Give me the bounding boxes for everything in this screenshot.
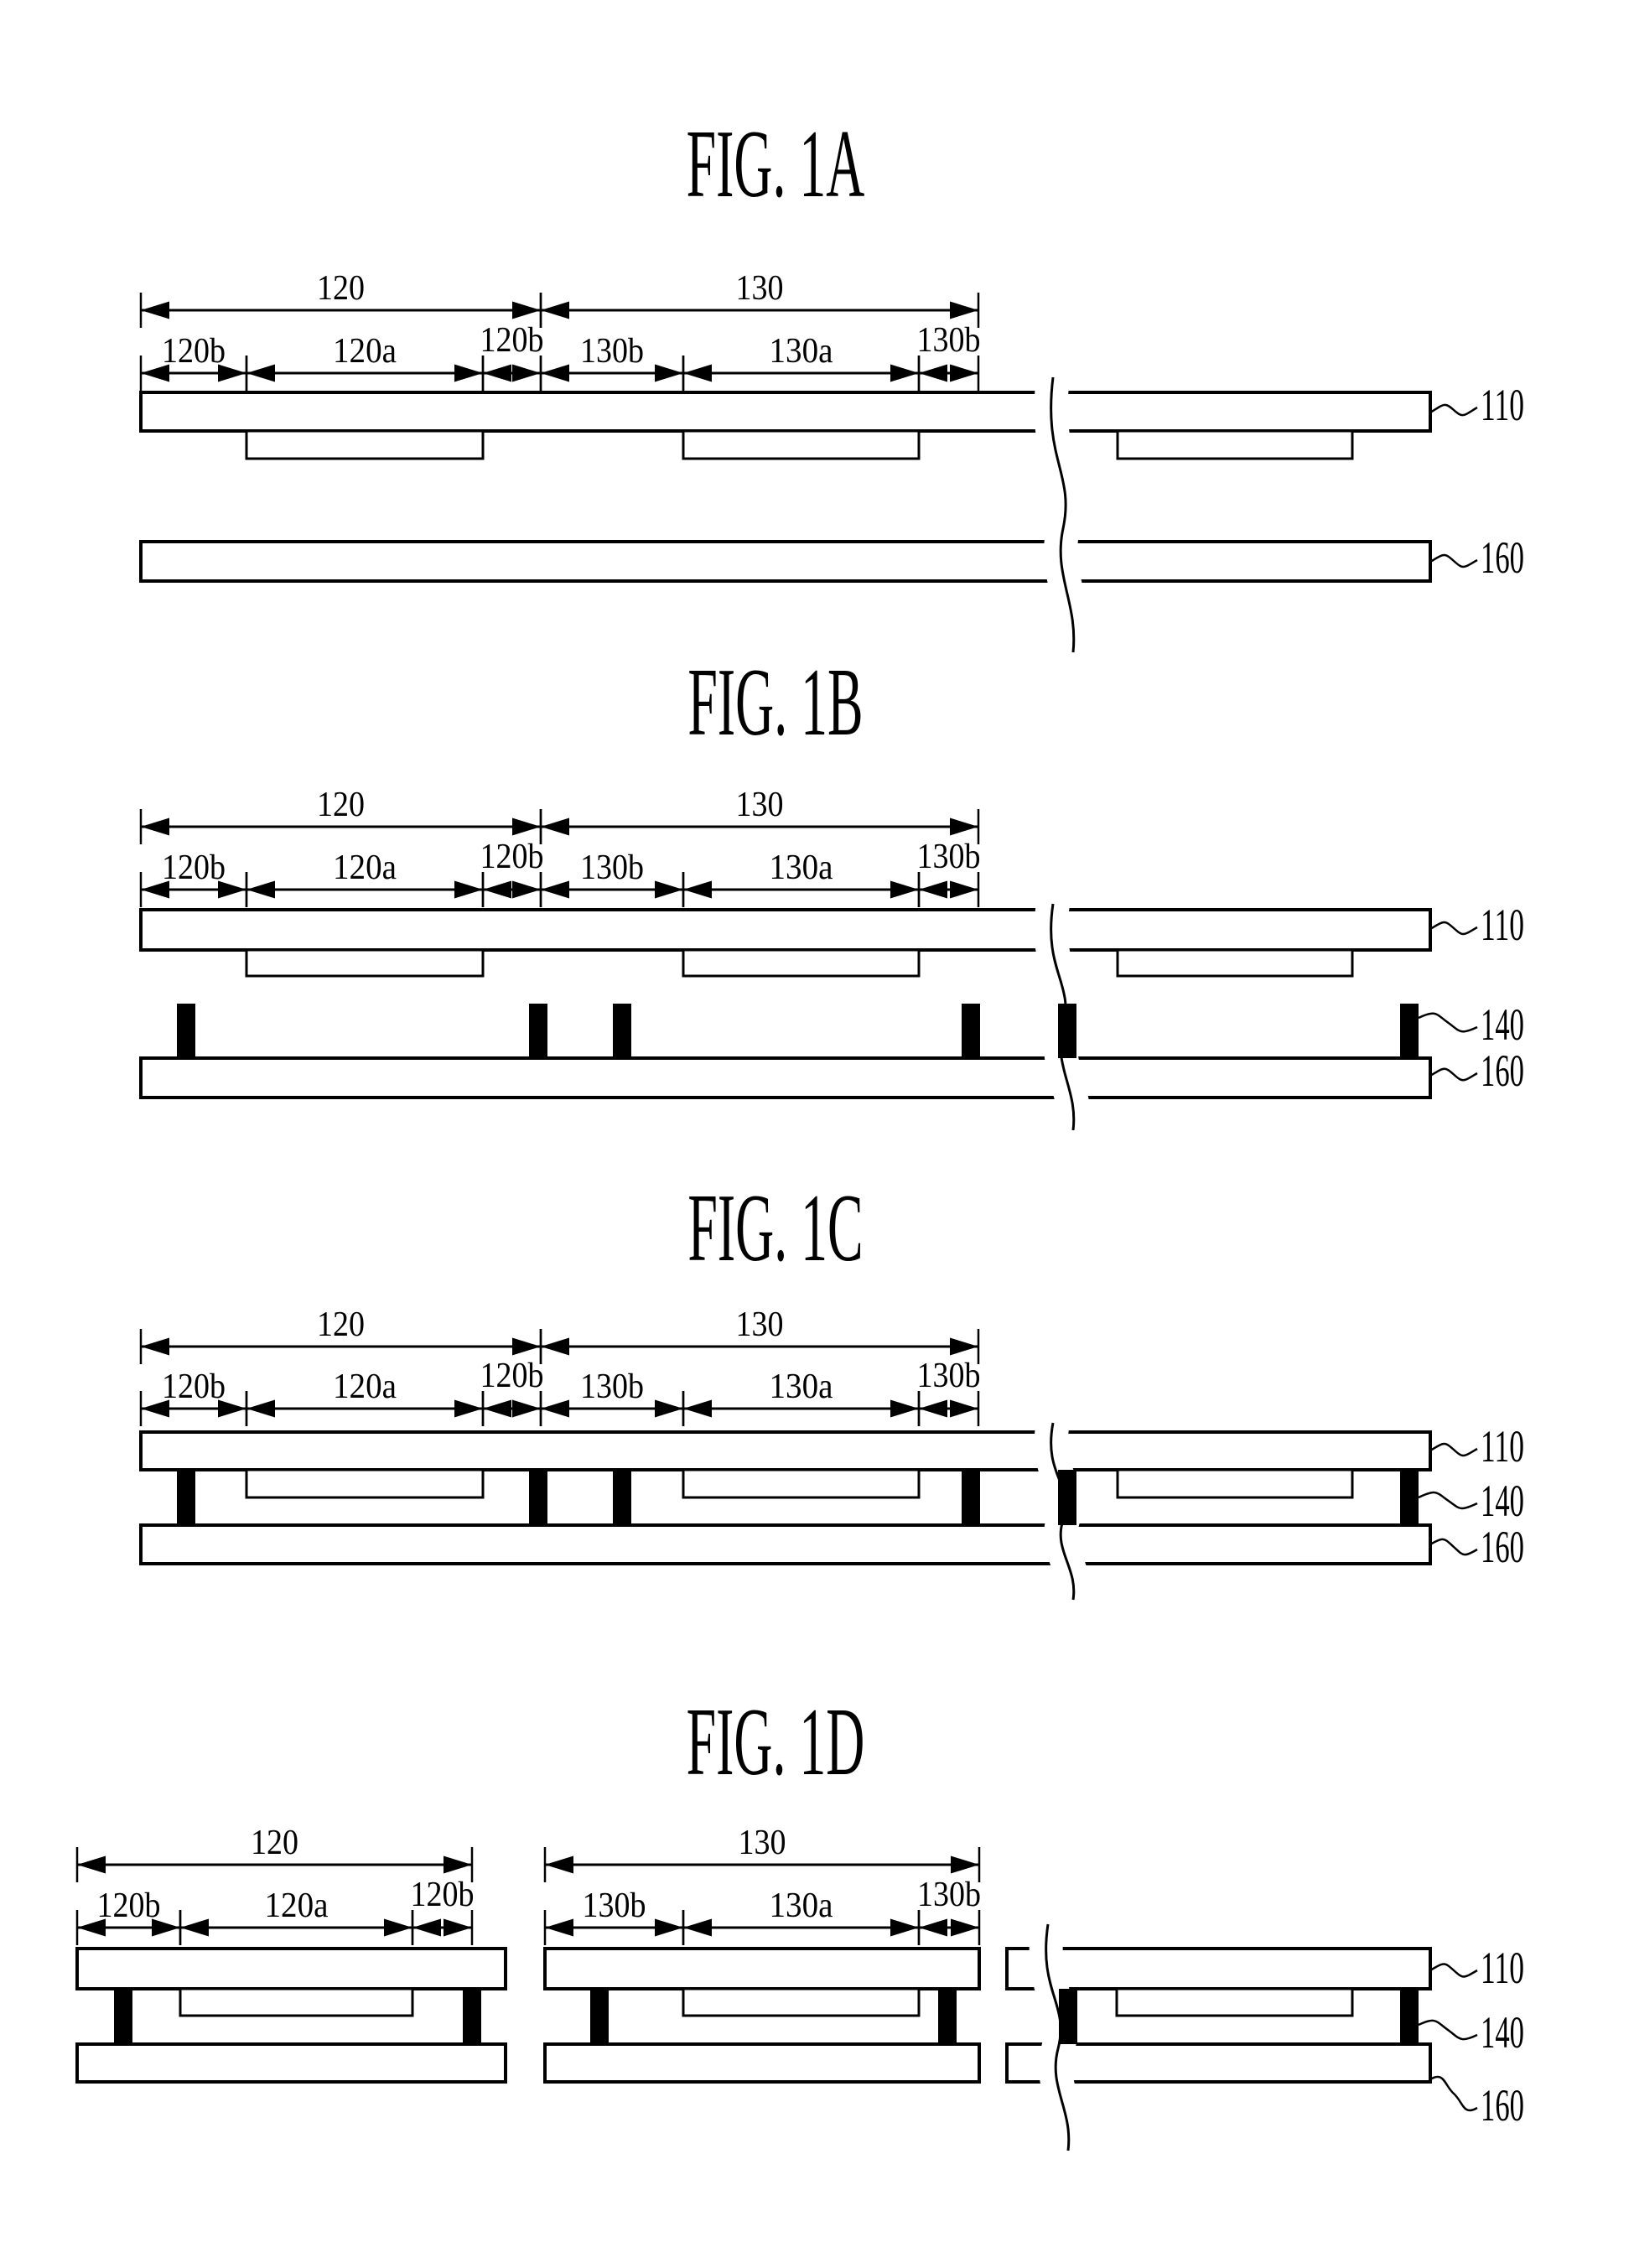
arrowhead-left-icon <box>545 1856 573 1874</box>
dim-label-130b: 130b <box>580 332 644 371</box>
arrowhead-right-icon <box>655 1919 683 1937</box>
arrowhead-right-icon <box>890 1919 919 1937</box>
dim-label-130a: 130a <box>769 1368 833 1406</box>
electrode <box>1118 431 1352 459</box>
substrate-160 <box>545 2044 979 2082</box>
figure-title-1c: FIG. 1C <box>687 1175 864 1282</box>
ref-label-110: 110 <box>1481 1943 1524 1993</box>
arrowhead-right-icon <box>512 881 541 899</box>
arrowhead-left-icon <box>541 881 569 899</box>
arrowhead-right-icon <box>655 365 683 382</box>
substrate-110 <box>1007 1949 1430 1989</box>
arrowhead-right-icon <box>454 1400 483 1418</box>
arrowhead-right-icon <box>512 1338 541 1356</box>
electrode <box>246 950 483 976</box>
dim-label-130: 130 <box>738 1824 786 1862</box>
dim-label-130b: 130b <box>580 849 644 887</box>
substrate-110 <box>141 910 1430 950</box>
ref-label-160: 160 <box>1481 2080 1524 2130</box>
dim-label-120a: 120a <box>333 849 397 887</box>
arrowhead-right-icon <box>950 1338 978 1356</box>
electrode <box>1118 950 1352 976</box>
ref-label-160: 160 <box>1481 532 1524 583</box>
leader-tilde-icon <box>1430 1964 1477 1977</box>
dim-label-120b: 120b <box>410 1876 475 1914</box>
arrowhead-left-icon <box>545 1919 573 1937</box>
arrowhead-left-icon <box>919 881 947 899</box>
arrowhead-left-icon <box>180 1919 209 1937</box>
leader-tilde-icon <box>1419 1014 1477 1032</box>
arrowhead-right-icon <box>950 818 978 836</box>
dim-label-120a: 120a <box>333 332 397 371</box>
electrode <box>180 1989 412 2016</box>
ref-label-110: 110 <box>1481 1421 1524 1471</box>
arrowhead-left-icon <box>919 365 947 382</box>
substrate-110 <box>77 1949 506 1989</box>
dim-label-120a: 120a <box>333 1368 397 1406</box>
figure-title-1a: FIG. 1A <box>686 111 865 218</box>
dim-label-120b: 120b <box>162 332 226 371</box>
arrowhead-right-icon <box>890 881 919 899</box>
dim-label-120b: 120b <box>162 1368 226 1406</box>
arrowhead-right-icon <box>444 1919 472 1937</box>
spacer-140 <box>962 1004 980 1058</box>
spacer-140 <box>613 1470 631 1525</box>
electrode <box>1118 1470 1352 1497</box>
arrowhead-left-icon <box>141 1338 169 1356</box>
spacer-140-cut <box>1058 1470 1076 1525</box>
arrowhead-right-icon <box>655 1400 683 1418</box>
dim-label-120b: 120b <box>480 1357 544 1395</box>
arrowhead-right-icon <box>951 1856 979 1874</box>
leader-tilde-icon <box>1430 1539 1477 1554</box>
dim-label-120: 120 <box>317 1305 365 1344</box>
leader-tilde-icon <box>1430 405 1477 415</box>
arrowhead-left-icon <box>483 881 511 899</box>
dim-label-130b: 130b <box>916 838 981 876</box>
spacer-140 <box>962 1470 980 1525</box>
arrowhead-right-icon <box>454 365 483 382</box>
dim-label-130a: 130a <box>769 332 833 371</box>
electrode <box>683 1989 919 2016</box>
electrode <box>246 1470 483 1497</box>
arrowhead-right-icon <box>454 881 483 899</box>
leader-tilde-icon <box>1430 922 1477 934</box>
arrowhead-left-icon <box>77 1856 106 1874</box>
spacer-140 <box>177 1004 195 1058</box>
dim-label-130: 130 <box>735 786 784 824</box>
arrowhead-right-icon <box>950 365 978 382</box>
arrowhead-left-icon <box>141 302 169 319</box>
arrowhead-right-icon <box>512 365 541 382</box>
electrode <box>683 1470 919 1497</box>
leader-tilde-icon <box>1430 1069 1477 1081</box>
leader-tilde-icon <box>1430 555 1477 567</box>
electrode <box>683 431 919 459</box>
spacer-140 <box>529 1470 547 1525</box>
leader-tilde-icon <box>1430 2077 1477 2110</box>
leader-tilde-icon <box>1419 1492 1477 1508</box>
dim-label-120b: 120b <box>480 838 544 876</box>
substrate-160 <box>141 542 1430 581</box>
arrowhead-left-icon <box>541 365 569 382</box>
arrowhead-right-icon <box>512 1400 541 1418</box>
spacer-140-cut <box>1059 1989 1077 2044</box>
dim-label-120b: 120b <box>96 1887 161 1925</box>
substrate-160 <box>141 1525 1430 1564</box>
spacer-140 <box>463 1989 481 2044</box>
dim-label-130a: 130a <box>769 1887 833 1925</box>
arrowhead-left-icon <box>246 881 275 899</box>
dim-label-130b: 130b <box>580 1368 644 1406</box>
ref-label-160: 160 <box>1481 1522 1524 1572</box>
dim-label-130: 130 <box>735 1305 784 1344</box>
arrowhead-right-icon <box>655 881 683 899</box>
arrowhead-left-icon <box>683 881 712 899</box>
arrowhead-left-icon <box>919 1400 947 1418</box>
spacer-140 <box>1400 1989 1419 2044</box>
arrowhead-left-icon <box>919 1919 947 1937</box>
arrowhead-left-icon <box>483 365 511 382</box>
arrowhead-left-icon <box>141 818 169 836</box>
spacer-140 <box>1400 1470 1419 1525</box>
arrowhead-left-icon <box>683 1400 712 1418</box>
arrowhead-right-icon <box>890 365 919 382</box>
arrowhead-left-icon <box>483 1400 511 1418</box>
substrate-110 <box>141 1432 1430 1470</box>
arrowhead-right-icon <box>512 818 541 836</box>
figure-title-1d: FIG. 1D <box>686 1689 865 1796</box>
substrate-160 <box>141 1058 1430 1098</box>
dim-label-130b: 130b <box>582 1887 646 1925</box>
spacer-140 <box>529 1004 547 1058</box>
dim-label-130b: 130b <box>916 1357 981 1395</box>
arrowhead-right-icon <box>950 302 978 319</box>
ref-label-140: 140 <box>1481 1476 1524 1526</box>
arrowhead-right-icon <box>951 1919 979 1937</box>
dim-label-120: 120 <box>317 269 365 308</box>
substrate-160 <box>77 2044 506 2082</box>
arrowhead-left-icon <box>683 365 712 382</box>
dim-label-130b: 130b <box>917 1876 981 1914</box>
spacer-140 <box>114 1989 132 2044</box>
spacer-140 <box>938 1989 957 2044</box>
leader-tilde-icon <box>1430 1444 1477 1456</box>
substrate-110 <box>141 392 1430 431</box>
arrowhead-right-icon <box>950 881 978 899</box>
arrowhead-right-icon <box>950 1400 978 1418</box>
electrode <box>683 950 919 976</box>
spacer-140 <box>177 1470 195 1525</box>
ref-label-110: 110 <box>1481 380 1524 430</box>
spacer-140 <box>1400 1004 1419 1058</box>
arrowhead-right-icon <box>384 1919 412 1937</box>
dim-label-120: 120 <box>317 786 365 824</box>
arrowhead-left-icon <box>541 1400 569 1418</box>
arrowhead-left-icon <box>683 1919 712 1937</box>
electrode <box>246 431 483 459</box>
dim-label-120b: 120b <box>480 321 544 360</box>
electrode <box>1117 1989 1352 2016</box>
ref-label-110: 110 <box>1481 900 1524 950</box>
arrowhead-right-icon <box>444 1856 472 1874</box>
dim-label-130a: 130a <box>769 849 833 887</box>
arrowhead-right-icon <box>512 302 541 319</box>
ref-label-160: 160 <box>1481 1046 1524 1096</box>
ref-label-140: 140 <box>1481 2007 1524 2058</box>
arrowhead-right-icon <box>890 1400 919 1418</box>
leader-tilde-icon <box>1419 2021 1477 2039</box>
figure-title-1b: FIG. 1B <box>687 649 864 756</box>
arrowhead-left-icon <box>246 1400 275 1418</box>
dim-label-120b: 120b <box>162 849 226 887</box>
substrate-110 <box>545 1949 979 1989</box>
arrowhead-left-icon <box>541 1338 569 1356</box>
dim-label-120: 120 <box>251 1824 298 1862</box>
arrowhead-left-icon <box>541 818 569 836</box>
dim-label-120a: 120a <box>264 1887 329 1925</box>
spacer-140 <box>590 1989 609 2044</box>
ref-label-140: 140 <box>1481 999 1524 1050</box>
arrowhead-left-icon <box>541 302 569 319</box>
arrowhead-left-icon <box>246 365 275 382</box>
arrowhead-left-icon <box>412 1919 441 1937</box>
spacer-140 <box>613 1004 631 1058</box>
dim-label-130: 130 <box>735 269 784 308</box>
dim-label-130b: 130b <box>916 321 981 360</box>
